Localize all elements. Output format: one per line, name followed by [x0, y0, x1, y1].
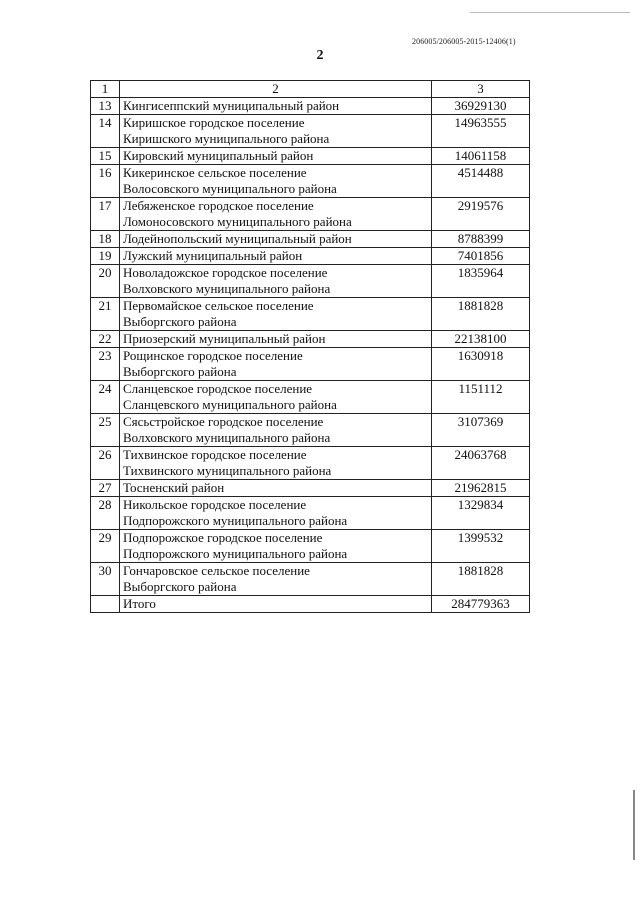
row-number: 22 — [91, 331, 120, 348]
document-code: 206005/206005-2015-12406(1) — [412, 37, 516, 46]
row-name: Кингисеппский муниципальный район — [120, 98, 432, 115]
table-row — [91, 381, 530, 414]
row-value: 1399532 — [432, 530, 530, 563]
row-value: 14061158 — [432, 148, 530, 165]
row-name: Первомайское сельское поселение Выборгского района — [120, 298, 432, 331]
row-value: 1881828 — [432, 563, 530, 596]
row-name: Подпорожское городское поселение Подпорожского муниципального района — [120, 530, 432, 563]
row-name: Тосненский район — [120, 480, 432, 497]
row-value: 7401856 — [432, 248, 530, 265]
row-value: 22138100 — [432, 331, 530, 348]
table-row — [91, 348, 530, 381]
row-name: Рощинское городское поселение Выборгского района — [120, 348, 432, 381]
table-row — [91, 148, 530, 165]
table-row — [91, 331, 530, 348]
row-number: 21 — [91, 298, 120, 331]
row-name: Киришское городское поселение Киришского муниципального района — [120, 115, 432, 148]
total-label: Итого — [120, 596, 432, 613]
row-value: 2919576 — [432, 198, 530, 231]
total-row — [91, 596, 530, 613]
row-name: Кировский муниципальный район — [120, 148, 432, 165]
table-row — [91, 231, 530, 248]
row-number: 24 — [91, 381, 120, 414]
row-number: 26 — [91, 447, 120, 480]
row-number: 17 — [91, 198, 120, 231]
row-name: Приозерский муниципальный район — [120, 331, 432, 348]
row-value: 21962815 — [432, 480, 530, 497]
row-number: 19 — [91, 248, 120, 265]
table-row — [91, 480, 530, 497]
table-row — [91, 248, 530, 265]
row-number: 16 — [91, 165, 120, 198]
table-row — [91, 447, 530, 480]
row-number: 30 — [91, 563, 120, 596]
table-row — [91, 298, 530, 331]
row-name: Сланцевское городское поселение Сланцевского муниципального района — [120, 381, 432, 414]
row-number: 13 — [91, 98, 120, 115]
row-value: 1835964 — [432, 265, 530, 298]
row-value: 4514488 — [432, 165, 530, 198]
row-number: 20 — [91, 265, 120, 298]
table-header-row — [91, 81, 530, 98]
row-value: 3107369 — [432, 414, 530, 447]
table-row — [91, 98, 530, 115]
row-number: 18 — [91, 231, 120, 248]
row-name: Тихвинское городское поселение Тихвинского муниципального района — [120, 447, 432, 480]
row-number: 23 — [91, 348, 120, 381]
row-value: 1329834 — [432, 497, 530, 530]
allocation-table — [90, 80, 530, 613]
column-header-1: 1 — [91, 81, 120, 98]
row-number: 28 — [91, 497, 120, 530]
row-name: Никольское городское поселение Подпорожского муниципального района — [120, 497, 432, 530]
row-name: Кикеринское сельское поселение Волосовского муниципального района — [120, 165, 432, 198]
row-name: Лужский муниципальный район — [120, 248, 432, 265]
row-value: 1881828 — [432, 298, 530, 331]
table-row — [91, 530, 530, 563]
table-row — [91, 563, 530, 596]
table-row — [91, 265, 530, 298]
column-header-2: 2 — [120, 81, 432, 98]
row-name: Сясьстройское городское поселение Волховского муниципального района — [120, 414, 432, 447]
table-body — [91, 81, 530, 613]
row-value: 24063768 — [432, 447, 530, 480]
scan-edge-mark — [633, 790, 635, 860]
table-row — [91, 497, 530, 530]
row-value: 14963555 — [432, 115, 530, 148]
table-row — [91, 414, 530, 447]
page-number: 2 — [316, 48, 324, 63]
row-name: Новоладожское городское поселение Волховского муниципального района — [120, 265, 432, 298]
row-number: 15 — [91, 148, 120, 165]
table-row — [91, 165, 530, 198]
total-number — [91, 596, 120, 613]
row-value: 36929130 — [432, 98, 530, 115]
row-value: 1151112 — [432, 381, 530, 414]
row-name: Лодейнопольский муниципальный район — [120, 231, 432, 248]
scan-edge-line — [470, 12, 630, 13]
total-value: 284779363 — [432, 596, 530, 613]
table-row — [91, 198, 530, 231]
table-row — [91, 115, 530, 148]
row-value: 8788399 — [432, 231, 530, 248]
row-name: Лебяженское городское поселение Ломоносовского муниципального района — [120, 198, 432, 231]
row-value: 1630918 — [432, 348, 530, 381]
row-number: 27 — [91, 480, 120, 497]
row-number: 29 — [91, 530, 120, 563]
row-number: 14 — [91, 115, 120, 148]
column-header-3: 3 — [432, 81, 530, 98]
row-number: 25 — [91, 414, 120, 447]
row-name: Гончаровское сельское поселение Выборгского района — [120, 563, 432, 596]
